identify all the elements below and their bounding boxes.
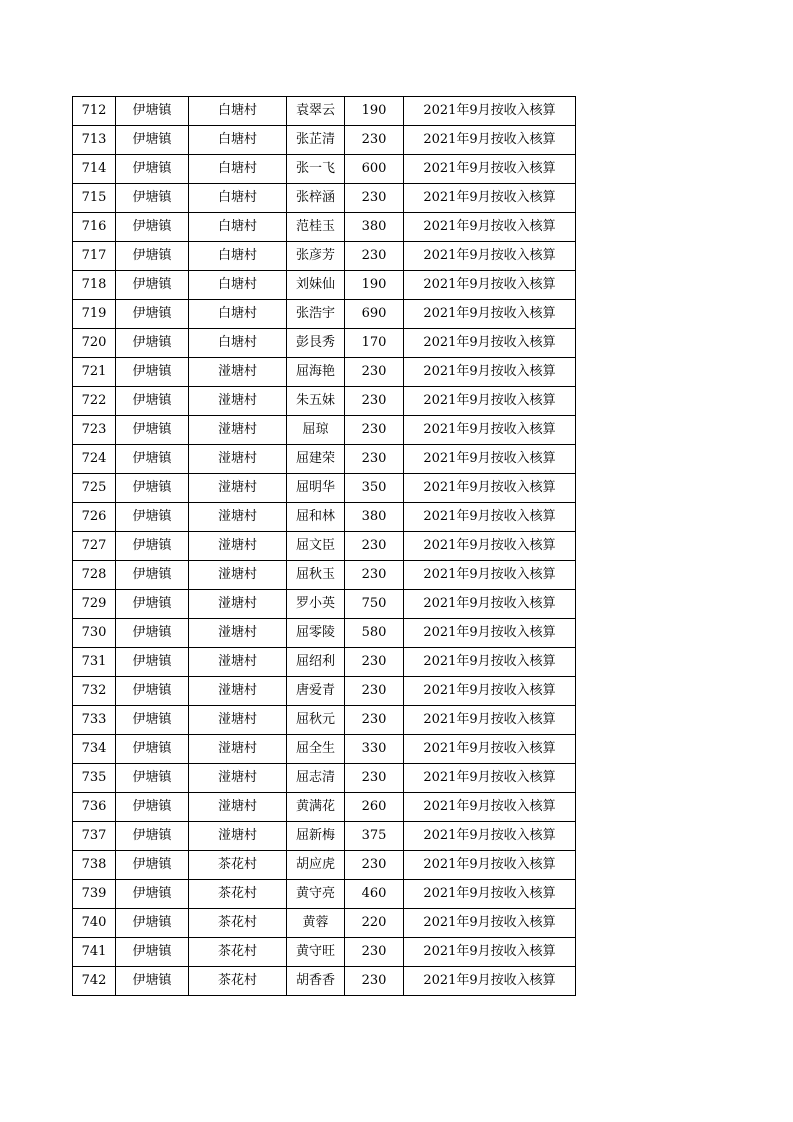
row-number-cell: 736 xyxy=(73,793,116,822)
village-cell: 湴塘村 xyxy=(189,735,287,764)
name-cell: 屈明华 xyxy=(287,474,345,503)
village-cell: 白塘村 xyxy=(189,213,287,242)
row-number-cell: 740 xyxy=(73,909,116,938)
town-cell: 伊塘镇 xyxy=(116,184,189,213)
table-row xyxy=(73,358,576,387)
amount-cell: 380 xyxy=(345,503,404,532)
name-cell: 彭艮秀 xyxy=(287,329,345,358)
village-cell: 白塘村 xyxy=(189,97,287,126)
name-cell: 黄守亮 xyxy=(287,880,345,909)
amount-cell: 230 xyxy=(345,126,404,155)
note-cell: 2021年9月按收入核算 xyxy=(404,822,576,851)
note-cell: 2021年9月按收入核算 xyxy=(404,184,576,213)
amount-cell: 230 xyxy=(345,677,404,706)
amount-cell: 380 xyxy=(345,213,404,242)
amount-cell: 330 xyxy=(345,735,404,764)
row-number-cell: 712 xyxy=(73,97,116,126)
note-cell: 2021年9月按收入核算 xyxy=(404,474,576,503)
note-cell: 2021年9月按收入核算 xyxy=(404,677,576,706)
name-cell: 屈零陵 xyxy=(287,619,345,648)
village-cell: 湴塘村 xyxy=(189,793,287,822)
amount-cell: 460 xyxy=(345,880,404,909)
note-cell: 2021年9月按收入核算 xyxy=(404,938,576,967)
row-number-cell: 731 xyxy=(73,648,116,677)
table-row xyxy=(73,97,576,126)
village-cell: 茶花村 xyxy=(189,880,287,909)
row-number-cell: 721 xyxy=(73,358,116,387)
row-number-cell: 726 xyxy=(73,503,116,532)
town-cell: 伊塘镇 xyxy=(116,938,189,967)
name-cell: 屈琼 xyxy=(287,416,345,445)
table-row xyxy=(73,590,576,619)
amount-cell: 230 xyxy=(345,938,404,967)
amount-cell: 230 xyxy=(345,445,404,474)
note-cell: 2021年9月按收入核算 xyxy=(404,619,576,648)
row-number-cell: 734 xyxy=(73,735,116,764)
note-cell: 2021年9月按收入核算 xyxy=(404,300,576,329)
note-cell: 2021年9月按收入核算 xyxy=(404,416,576,445)
town-cell: 伊塘镇 xyxy=(116,97,189,126)
town-cell: 伊塘镇 xyxy=(116,967,189,996)
town-cell: 伊塘镇 xyxy=(116,213,189,242)
table-row xyxy=(73,822,576,851)
village-cell: 茶花村 xyxy=(189,938,287,967)
village-cell: 湴塘村 xyxy=(189,532,287,561)
village-cell: 茶花村 xyxy=(189,909,287,938)
village-cell: 白塘村 xyxy=(189,242,287,271)
name-cell: 唐爱青 xyxy=(287,677,345,706)
town-cell: 伊塘镇 xyxy=(116,474,189,503)
row-number-cell: 714 xyxy=(73,155,116,184)
row-number-cell: 719 xyxy=(73,300,116,329)
village-cell: 湴塘村 xyxy=(189,416,287,445)
amount-cell: 230 xyxy=(345,706,404,735)
table-row xyxy=(73,909,576,938)
note-cell: 2021年9月按收入核算 xyxy=(404,329,576,358)
note-cell: 2021年9月按收入核算 xyxy=(404,909,576,938)
village-cell: 湴塘村 xyxy=(189,503,287,532)
town-cell: 伊塘镇 xyxy=(116,561,189,590)
table-row xyxy=(73,619,576,648)
town-cell: 伊塘镇 xyxy=(116,677,189,706)
note-cell: 2021年9月按收入核算 xyxy=(404,271,576,300)
town-cell: 伊塘镇 xyxy=(116,909,189,938)
row-number-cell: 737 xyxy=(73,822,116,851)
village-cell: 湴塘村 xyxy=(189,677,287,706)
table-row xyxy=(73,445,576,474)
amount-cell: 230 xyxy=(345,851,404,880)
village-cell: 湴塘村 xyxy=(189,648,287,677)
amount-cell: 230 xyxy=(345,648,404,677)
table-row xyxy=(73,735,576,764)
row-number-cell: 738 xyxy=(73,851,116,880)
town-cell: 伊塘镇 xyxy=(116,619,189,648)
row-number-cell: 724 xyxy=(73,445,116,474)
row-number-cell: 727 xyxy=(73,532,116,561)
name-cell: 黄守旺 xyxy=(287,938,345,967)
amount-cell: 230 xyxy=(345,967,404,996)
town-cell: 伊塘镇 xyxy=(116,532,189,561)
name-cell: 张梓涵 xyxy=(287,184,345,213)
row-number-cell: 739 xyxy=(73,880,116,909)
town-cell: 伊塘镇 xyxy=(116,155,189,184)
row-number-cell: 717 xyxy=(73,242,116,271)
amount-cell: 690 xyxy=(345,300,404,329)
table-row xyxy=(73,300,576,329)
town-cell: 伊塘镇 xyxy=(116,822,189,851)
note-cell: 2021年9月按收入核算 xyxy=(404,590,576,619)
row-number-cell: 715 xyxy=(73,184,116,213)
row-number-cell: 722 xyxy=(73,387,116,416)
row-number-cell: 729 xyxy=(73,590,116,619)
note-cell: 2021年9月按收入核算 xyxy=(404,387,576,416)
name-cell: 屈秋元 xyxy=(287,706,345,735)
village-cell: 湴塘村 xyxy=(189,706,287,735)
table-row xyxy=(73,706,576,735)
amount-cell: 230 xyxy=(345,358,404,387)
name-cell: 屈和林 xyxy=(287,503,345,532)
name-cell: 屈海艳 xyxy=(287,358,345,387)
table-row xyxy=(73,155,576,184)
table-row xyxy=(73,561,576,590)
row-number-cell: 733 xyxy=(73,706,116,735)
table-row xyxy=(73,764,576,793)
town-cell: 伊塘镇 xyxy=(116,358,189,387)
town-cell: 伊塘镇 xyxy=(116,445,189,474)
village-cell: 白塘村 xyxy=(189,329,287,358)
name-cell: 屈建荣 xyxy=(287,445,345,474)
name-cell: 张浩宇 xyxy=(287,300,345,329)
village-cell: 白塘村 xyxy=(189,155,287,184)
village-cell: 白塘村 xyxy=(189,126,287,155)
row-number-cell: 730 xyxy=(73,619,116,648)
row-number-cell: 716 xyxy=(73,213,116,242)
town-cell: 伊塘镇 xyxy=(116,503,189,532)
amount-cell: 190 xyxy=(345,271,404,300)
table-row xyxy=(73,416,576,445)
village-cell: 湴塘村 xyxy=(189,358,287,387)
table-row xyxy=(73,503,576,532)
table-row xyxy=(73,967,576,996)
town-cell: 伊塘镇 xyxy=(116,735,189,764)
note-cell: 2021年9月按收入核算 xyxy=(404,561,576,590)
table-row xyxy=(73,648,576,677)
note-cell: 2021年9月按收入核算 xyxy=(404,445,576,474)
data-table xyxy=(72,96,576,996)
town-cell: 伊塘镇 xyxy=(116,300,189,329)
table-row xyxy=(73,242,576,271)
amount-cell: 220 xyxy=(345,909,404,938)
town-cell: 伊塘镇 xyxy=(116,706,189,735)
town-cell: 伊塘镇 xyxy=(116,793,189,822)
note-cell: 2021年9月按收入核算 xyxy=(404,503,576,532)
amount-cell: 190 xyxy=(345,97,404,126)
row-number-cell: 742 xyxy=(73,967,116,996)
note-cell: 2021年9月按收入核算 xyxy=(404,967,576,996)
name-cell: 刘妹仙 xyxy=(287,271,345,300)
row-number-cell: 735 xyxy=(73,764,116,793)
name-cell: 张一飞 xyxy=(287,155,345,184)
note-cell: 2021年9月按收入核算 xyxy=(404,155,576,184)
table-row xyxy=(73,677,576,706)
row-number-cell: 723 xyxy=(73,416,116,445)
name-cell: 张彦芳 xyxy=(287,242,345,271)
amount-cell: 580 xyxy=(345,619,404,648)
table-row xyxy=(73,184,576,213)
amount-cell: 750 xyxy=(345,590,404,619)
name-cell: 屈新梅 xyxy=(287,822,345,851)
amount-cell: 170 xyxy=(345,329,404,358)
village-cell: 茶花村 xyxy=(189,851,287,880)
table-row xyxy=(73,793,576,822)
amount-cell: 375 xyxy=(345,822,404,851)
note-cell: 2021年9月按收入核算 xyxy=(404,358,576,387)
amount-cell: 600 xyxy=(345,155,404,184)
table-body xyxy=(73,97,576,996)
amount-cell: 230 xyxy=(345,764,404,793)
town-cell: 伊塘镇 xyxy=(116,590,189,619)
amount-cell: 230 xyxy=(345,416,404,445)
village-cell: 白塘村 xyxy=(189,184,287,213)
row-number-cell: 732 xyxy=(73,677,116,706)
amount-cell: 230 xyxy=(345,532,404,561)
village-cell: 白塘村 xyxy=(189,300,287,329)
row-number-cell: 725 xyxy=(73,474,116,503)
note-cell: 2021年9月按收入核算 xyxy=(404,706,576,735)
table-row xyxy=(73,474,576,503)
name-cell: 朱五妹 xyxy=(287,387,345,416)
amount-cell: 230 xyxy=(345,242,404,271)
name-cell: 屈志清 xyxy=(287,764,345,793)
row-number-cell: 718 xyxy=(73,271,116,300)
row-number-cell: 720 xyxy=(73,329,116,358)
note-cell: 2021年9月按收入核算 xyxy=(404,735,576,764)
note-cell: 2021年9月按收入核算 xyxy=(404,97,576,126)
name-cell: 袁翠云 xyxy=(287,97,345,126)
table-row xyxy=(73,329,576,358)
town-cell: 伊塘镇 xyxy=(116,329,189,358)
row-number-cell: 713 xyxy=(73,126,116,155)
name-cell: 屈绍利 xyxy=(287,648,345,677)
table-row xyxy=(73,271,576,300)
village-cell: 茶花村 xyxy=(189,967,287,996)
table-row xyxy=(73,880,576,909)
town-cell: 伊塘镇 xyxy=(116,126,189,155)
name-cell: 胡香香 xyxy=(287,967,345,996)
row-number-cell: 728 xyxy=(73,561,116,590)
village-cell: 湴塘村 xyxy=(189,561,287,590)
village-cell: 白塘村 xyxy=(189,271,287,300)
table-row xyxy=(73,126,576,155)
village-cell: 湴塘村 xyxy=(189,445,287,474)
village-cell: 湴塘村 xyxy=(189,474,287,503)
name-cell: 屈文臣 xyxy=(287,532,345,561)
table-row xyxy=(73,387,576,416)
note-cell: 2021年9月按收入核算 xyxy=(404,213,576,242)
town-cell: 伊塘镇 xyxy=(116,764,189,793)
town-cell: 伊塘镇 xyxy=(116,242,189,271)
village-cell: 湴塘村 xyxy=(189,822,287,851)
name-cell: 张芷清 xyxy=(287,126,345,155)
amount-cell: 260 xyxy=(345,793,404,822)
table-row xyxy=(73,213,576,242)
town-cell: 伊塘镇 xyxy=(116,851,189,880)
amount-cell: 230 xyxy=(345,387,404,416)
note-cell: 2021年9月按收入核算 xyxy=(404,532,576,561)
note-cell: 2021年9月按收入核算 xyxy=(404,793,576,822)
town-cell: 伊塘镇 xyxy=(116,387,189,416)
town-cell: 伊塘镇 xyxy=(116,416,189,445)
note-cell: 2021年9月按收入核算 xyxy=(404,851,576,880)
note-cell: 2021年9月按收入核算 xyxy=(404,242,576,271)
note-cell: 2021年9月按收入核算 xyxy=(404,880,576,909)
town-cell: 伊塘镇 xyxy=(116,880,189,909)
table-row xyxy=(73,532,576,561)
note-cell: 2021年9月按收入核算 xyxy=(404,648,576,677)
name-cell: 黄蓉 xyxy=(287,909,345,938)
name-cell: 屈全生 xyxy=(287,735,345,764)
amount-cell: 230 xyxy=(345,561,404,590)
amount-cell: 230 xyxy=(345,184,404,213)
row-number-cell: 741 xyxy=(73,938,116,967)
note-cell: 2021年9月按收入核算 xyxy=(404,126,576,155)
village-cell: 湴塘村 xyxy=(189,619,287,648)
table-row xyxy=(73,851,576,880)
village-cell: 湴塘村 xyxy=(189,764,287,793)
town-cell: 伊塘镇 xyxy=(116,648,189,677)
note-cell: 2021年9月按收入核算 xyxy=(404,764,576,793)
village-cell: 湴塘村 xyxy=(189,590,287,619)
name-cell: 屈秋玉 xyxy=(287,561,345,590)
name-cell: 范桂玉 xyxy=(287,213,345,242)
name-cell: 胡应虎 xyxy=(287,851,345,880)
town-cell: 伊塘镇 xyxy=(116,271,189,300)
table-row xyxy=(73,938,576,967)
village-cell: 湴塘村 xyxy=(189,387,287,416)
name-cell: 罗小英 xyxy=(287,590,345,619)
amount-cell: 350 xyxy=(345,474,404,503)
name-cell: 黄满花 xyxy=(287,793,345,822)
